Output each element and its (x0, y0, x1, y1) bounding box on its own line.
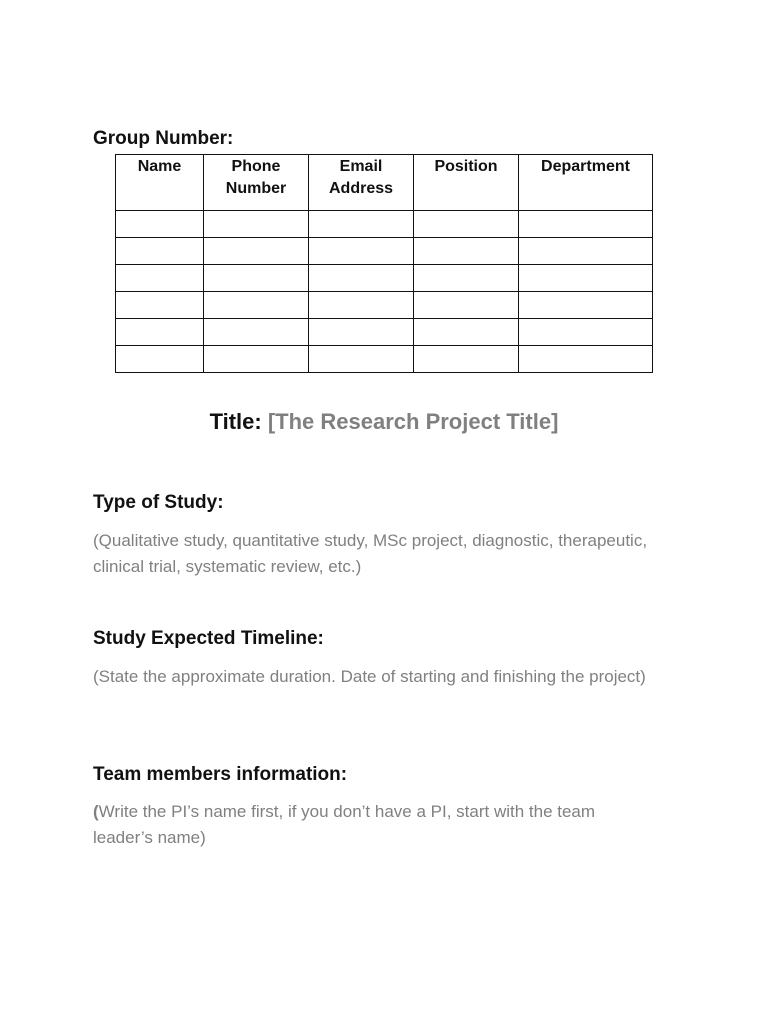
header-email-line1: Email (339, 158, 383, 175)
table-cell[interactable] (309, 319, 414, 346)
title-placeholder: [The Research Project Title] (267, 409, 559, 434)
table-cell[interactable] (204, 319, 309, 346)
table-cell[interactable] (414, 265, 519, 292)
table-cell[interactable] (204, 346, 309, 373)
header-department (519, 155, 653, 211)
table-cell[interactable] (414, 238, 519, 265)
table-row (116, 346, 653, 373)
table-row (116, 265, 653, 292)
team-info-hint-text: Write the PI’s name first, if you don’t have a PI, start with the team leader’s name) (93, 802, 596, 847)
table-cell[interactable] (116, 292, 204, 319)
project-title-line (0, 409, 768, 435)
team-members-table (115, 154, 653, 373)
header-department-text: Department (541, 158, 630, 175)
team-info-hint (93, 799, 653, 851)
table-cell[interactable] (414, 211, 519, 238)
team-info-hint-open-paren: ( (93, 802, 99, 821)
header-position (414, 155, 519, 211)
table-cell[interactable] (116, 319, 204, 346)
table-cell[interactable] (414, 346, 519, 373)
table-cell[interactable] (519, 265, 653, 292)
table-cell[interactable] (519, 238, 653, 265)
table-cell[interactable] (309, 265, 414, 292)
timeline-heading: Study Expected Timeline: (93, 628, 324, 649)
table-cell[interactable] (204, 265, 309, 292)
table-row (116, 211, 653, 238)
table-cell[interactable] (414, 319, 519, 346)
table-cell[interactable] (519, 319, 653, 346)
table-cell[interactable] (204, 211, 309, 238)
table-cell[interactable] (309, 211, 414, 238)
table-body (116, 211, 653, 373)
study-type-hint: (Qualitative study, quantitative study, MSc project, diagnostic, therapeutic, clinical trial, systematic review, etc.) (93, 531, 648, 576)
table-cell[interactable] (116, 211, 204, 238)
header-phone-line1: Phone (231, 158, 281, 175)
table-cell[interactable] (414, 292, 519, 319)
timeline-hint: (State the approximate duration. Date of starting and finishing the project) (93, 667, 646, 686)
header-phone-number (204, 155, 309, 211)
table-cell[interactable] (116, 265, 204, 292)
header-position-text: Position (434, 158, 498, 175)
table-cell[interactable] (116, 346, 204, 373)
table-cell[interactable] (204, 238, 309, 265)
table-cell[interactable] (309, 346, 414, 373)
table-row (116, 292, 653, 319)
header-email-line2: Address (328, 180, 394, 197)
team-info-heading: Team members information: (93, 764, 348, 785)
header-phone-line2: Number (225, 180, 287, 197)
table-cell[interactable] (116, 238, 204, 265)
table-cell[interactable] (519, 346, 653, 373)
header-email-address (309, 155, 414, 211)
table-cell[interactable] (309, 292, 414, 319)
table-cell[interactable] (519, 292, 653, 319)
table-cell[interactable] (519, 211, 653, 238)
title-label: Title: (209, 409, 262, 434)
study-type-heading: Type of Study: (93, 492, 224, 513)
table-cell[interactable] (204, 292, 309, 319)
table-row (116, 319, 653, 346)
group-number-label: Group Number: (93, 128, 234, 149)
header-name (116, 155, 204, 211)
header-name-text: Name (137, 158, 182, 175)
table-header-row (116, 155, 653, 211)
table-cell[interactable] (309, 238, 414, 265)
table-row (116, 238, 653, 265)
